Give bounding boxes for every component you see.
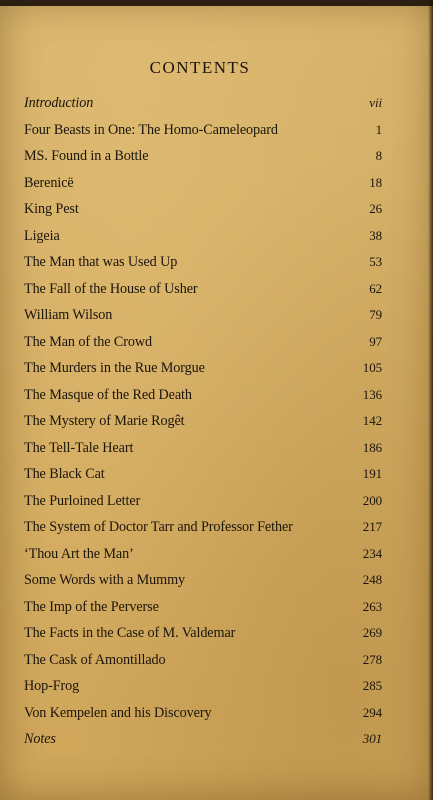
toc-entry-page-number: 97	[369, 333, 382, 349]
toc-entry-title: The Murders in the Rue Morgue	[24, 360, 205, 376]
toc-entry	[24, 95, 384, 122]
toc-entry-page-number: 269	[362, 625, 382, 640]
toc-entry	[24, 705, 384, 732]
toc-entry-title: ‘Thou Art the Man’	[24, 545, 134, 562]
toc-entry-title: Berenicë	[24, 174, 74, 191]
toc-entry	[24, 493, 384, 520]
toc-entry-page-number: 278	[362, 651, 382, 667]
toc-entry	[24, 175, 384, 202]
toc-entry-title: Notes	[24, 731, 56, 747]
toc-entry-page-number: 263	[362, 598, 382, 614]
toc-entry-title: The Imp of the Perverse	[24, 598, 159, 615]
toc-entry	[24, 466, 384, 493]
toc-entry	[24, 281, 384, 308]
toc-entry	[24, 387, 384, 414]
toc-entry	[24, 572, 384, 599]
toc-entry-title: The Mystery of Marie Rogêt	[24, 413, 185, 429]
toc-entry	[24, 122, 384, 149]
toc-entry-title: Hop-Frog	[24, 678, 80, 694]
toc-entry	[24, 148, 384, 175]
toc-entry-page-number: 294	[362, 704, 382, 720]
toc-entry-title: Some Words with a Mummy	[24, 572, 186, 588]
table-of-contents	[24, 95, 384, 758]
toc-entry	[24, 599, 384, 626]
toc-entry	[24, 625, 384, 652]
toc-entry	[24, 360, 384, 387]
toc-entry-title: Ligeia	[24, 227, 60, 244]
toc-entry-title: The Masque of the Red Death	[24, 386, 192, 403]
toc-entry-title: The Cask of Amontillado	[24, 651, 166, 668]
toc-entry-page-number: 1	[375, 121, 382, 137]
toc-entry-title: The Man that was Used Up	[24, 254, 178, 270]
toc-entry-page-number: 142	[362, 413, 382, 428]
toc-entry	[24, 413, 384, 440]
toc-entry-title: The Facts in the Case of M. Valdemar	[24, 625, 236, 641]
toc-entry-page-number: 8	[375, 148, 382, 163]
toc-entry-page-number: 26	[369, 201, 382, 216]
toc-entry	[24, 652, 384, 679]
toc-entry-title: Four Beasts in One: The Homo-Cameleopard	[24, 121, 278, 138]
toc-entry-page-number: 217	[362, 519, 382, 534]
toc-entry-page-number: 105	[362, 360, 382, 375]
toc-entry-page-number: 234	[362, 545, 382, 561]
toc-entry-page-number: 79	[369, 307, 382, 322]
toc-entry-title: The Man of the Crowd	[24, 333, 153, 350]
toc-entry	[24, 201, 384, 228]
contents-heading: CONTENTS	[149, 58, 251, 77]
toc-entry	[24, 254, 384, 281]
toc-entry	[24, 228, 384, 255]
toc-entry-title: King Pest	[24, 201, 79, 217]
toc-entry-title: The Fall of the House of Usher	[24, 280, 198, 297]
toc-entry-title: The Purloined Letter	[24, 492, 141, 509]
toc-entry-title: Introduction	[24, 95, 94, 111]
toc-entry	[24, 546, 384, 573]
toc-entry-page-number: 200	[362, 492, 382, 508]
toc-entry-title: MS. Found in a Bottle	[24, 148, 149, 164]
toc-entry	[24, 519, 384, 546]
toc-entry-title: The System of Doctor Tarr and Professor Fether	[24, 519, 293, 535]
toc-entry-title: The Black Cat	[24, 466, 105, 482]
toc-entry-title: Von Kempelen and his Discovery	[24, 704, 212, 721]
toc-entry-page-number: 136	[362, 386, 382, 402]
toc-entry	[24, 307, 384, 334]
toc-entry-page-number: vii	[369, 95, 382, 110]
toc-entry-title: William Wilson	[24, 307, 113, 323]
toc-entry	[24, 440, 384, 467]
toc-entry	[24, 334, 384, 361]
toc-entry-title: The Tell-Tale Heart	[24, 439, 134, 456]
toc-entry	[24, 678, 384, 705]
toc-entry-page-number: 53	[369, 254, 382, 269]
toc-entry-page-number: 191	[362, 466, 382, 481]
page-right-edge	[428, 0, 433, 800]
toc-entry	[24, 731, 384, 758]
toc-entry-page-number: 38	[369, 227, 382, 243]
toc-entry-page-number: 186	[362, 439, 382, 455]
toc-entry-page-number: 248	[362, 572, 382, 587]
page-top-edge	[0, 0, 433, 6]
toc-entry-page-number: 285	[362, 678, 382, 693]
toc-entry-page-number: 301	[362, 731, 382, 746]
toc-entry-page-number: 62	[369, 280, 382, 296]
toc-entry-page-number: 18	[369, 174, 382, 190]
